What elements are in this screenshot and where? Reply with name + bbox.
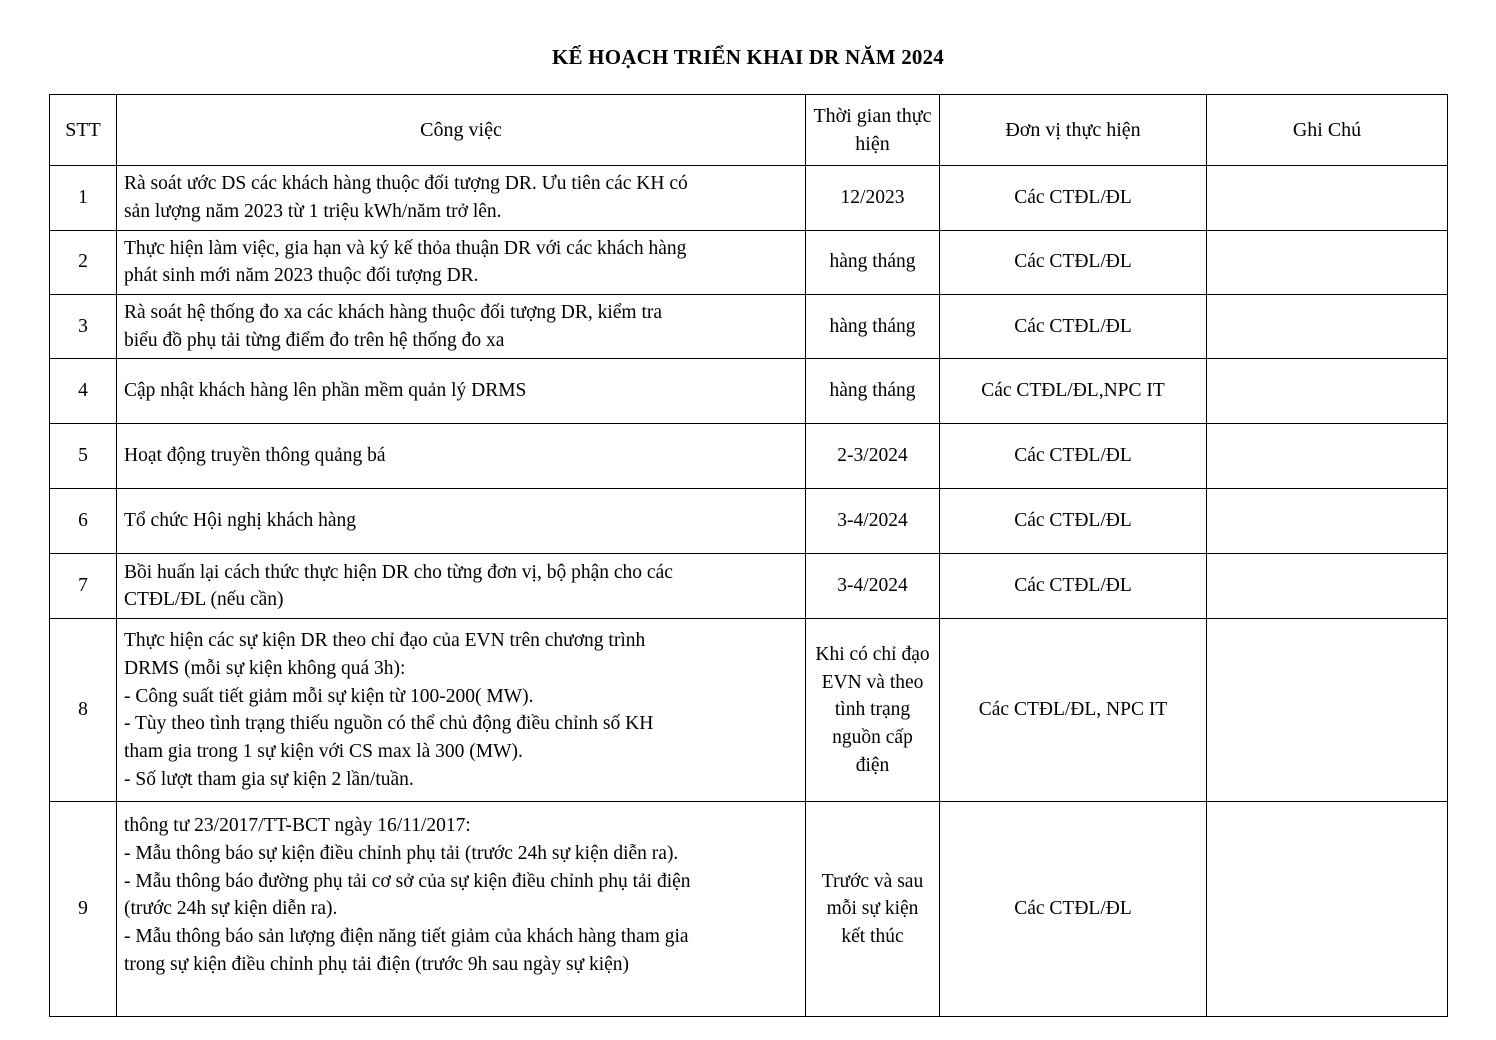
cell-thoi-gian-thuc-hien [806, 802, 940, 1017]
cell-cong-viec-line: CTĐL/ĐL (nếu cần) [124, 589, 284, 611]
cell-cong-viec-line: sản lượng năm 2023 từ 1 triệu kWh/năm trở lên. [124, 200, 502, 222]
cell-cong-viec-line: Thực hiện các sự kiện DR theo chỉ đạo của EVN trên chương trình [124, 630, 646, 652]
table-row [50, 166, 1448, 230]
cell-ghi-chu [1207, 230, 1448, 294]
cell-stt: 2 [50, 230, 117, 294]
cell-thoi-gian-line: 2-3/2024 [837, 445, 908, 467]
cell-don-vi-thuc-hien: Các CTĐL/ĐL [940, 554, 1207, 619]
cell-ghi-chu [1207, 294, 1448, 358]
cell-cong-viec-line: - Tùy theo tình trạng thiếu nguồn có thể chủ động điều chỉnh số KH [124, 713, 654, 735]
cell-stt: 8 [50, 619, 117, 802]
cell-cong-viec [117, 166, 806, 230]
cell-cong-viec-line: - Mẫu thông báo sự kiện điều chỉnh phụ tải (trước 24h sự kiện diễn ra). [124, 843, 679, 864]
cell-ghi-chu [1207, 489, 1448, 554]
cell-cong-viec [117, 802, 806, 1017]
column-header-don-vi-thuc-hien: Đơn vị thực hiện [940, 95, 1207, 166]
cell-ghi-chu [1207, 554, 1448, 619]
table-row [50, 489, 1448, 554]
cell-don-vi-thuc-hien: Các CTĐL/ĐL [940, 230, 1207, 294]
cell-thoi-gian-line: 3-4/2024 [837, 575, 908, 597]
cell-cong-viec-line: thông tư 23/2017/TT-BCT ngày 16/11/2017: [124, 815, 471, 837]
cell-stt: 9 [50, 802, 117, 1017]
table-row [50, 802, 1448, 1017]
column-header-cong-viec: Công việc [117, 95, 806, 166]
cell-cong-viec-line: Hoạt động truyền thông quảng bá [124, 445, 386, 467]
cell-cong-viec-line: Cập nhật khách hàng lên phần mềm quản lý DRMS [124, 380, 527, 402]
column-header-stt: STT [50, 95, 117, 166]
cell-don-vi-thuc-hien: Các CTĐL/ĐL, NPC IT [940, 619, 1207, 802]
cell-cong-viec [117, 230, 806, 294]
cell-cong-viec-line: tham gia trong 1 sự kiện với CS max là 300 (MW). [124, 741, 523, 763]
cell-thoi-gian-line: EVN và theo [821, 671, 924, 693]
column-header-thoi-gian-thuc-hien [806, 95, 940, 166]
cell-cong-viec [117, 424, 806, 489]
cell-cong-viec-line: Rà soát ước DS các khách hàng thuộc đối tượng DR. Ưu tiên các KH có [124, 173, 688, 195]
cell-don-vi-thuc-hien: Các CTĐL/ĐL [940, 489, 1207, 554]
table-row [50, 230, 1448, 294]
cell-thoi-gian-thuc-hien [806, 619, 940, 802]
cell-thoi-gian-line: mỗi sự kiện [826, 898, 919, 920]
cell-thoi-gian-line: hàng tháng [829, 251, 916, 273]
page-title: KẾ HOẠCH TRIỂN KHAI DR NĂM 2024 [551, 45, 944, 69]
cell-ghi-chu [1207, 359, 1448, 424]
cell-cong-viec [117, 489, 806, 554]
table-row [50, 554, 1448, 619]
cell-cong-viec-line: trong sự kiện điều chỉnh phụ tải điện (trước 9h sau ngày sự kiện) [124, 953, 630, 975]
cell-cong-viec-line: - Mẫu thông báo sản lượng điện năng tiết giảm của khách hàng tham gia [124, 926, 689, 948]
cell-cong-viec-line: Thực hiện làm việc, gia hạn và ký kế thỏa thuận DR với các khách hàng [124, 237, 687, 259]
cell-thoi-gian-line: 12/2023 [840, 187, 905, 209]
cell-stt: 4 [50, 359, 117, 424]
table-header [50, 95, 1448, 166]
cell-stt: 7 [50, 554, 117, 619]
table-row [50, 294, 1448, 358]
cell-stt: 5 [50, 424, 117, 489]
cell-thoi-gian-thuc-hien [806, 359, 940, 424]
cell-thoi-gian-line: kết thúc [841, 926, 904, 948]
cell-thoi-gian-line: Khi có chỉ đạo [815, 644, 930, 666]
cell-thoi-gian-line: nguồn cấp [832, 727, 913, 749]
cell-ghi-chu [1207, 802, 1448, 1017]
cell-don-vi-thuc-hien: Các CTĐL/ĐL [940, 802, 1207, 1017]
cell-cong-viec-line: - Mẫu thông báo đường phụ tải cơ sở của sự kiện điều chỉnh phụ tải điện [124, 870, 691, 892]
cell-thoi-gian-thuc-hien [806, 230, 940, 294]
cell-cong-viec [117, 359, 806, 424]
cell-stt: 3 [50, 294, 117, 358]
table-row [50, 424, 1448, 489]
cell-thoi-gian-line: Trước và sau [821, 870, 924, 892]
cell-thoi-gian-line: hàng tháng [829, 315, 916, 337]
cell-ghi-chu [1207, 166, 1448, 230]
cell-cong-viec [117, 554, 806, 619]
cell-thoi-gian-line: điện [855, 754, 890, 776]
cell-thoi-gian-line: hàng tháng [829, 380, 916, 402]
cell-cong-viec-line: DRMS (mỗi sự kiện không quá 3h): [124, 658, 406, 679]
cell-thoi-gian-thuc-hien [806, 489, 940, 554]
cell-cong-viec [117, 619, 806, 802]
cell-ghi-chu [1207, 424, 1448, 489]
cell-don-vi-thuc-hien: Các CTĐL/ĐL [940, 294, 1207, 358]
cell-cong-viec-line: Tổ chức Hội nghị khách hàng [124, 510, 357, 532]
cell-cong-viec [117, 294, 806, 358]
cell-stt: 6 [50, 489, 117, 554]
cell-don-vi-thuc-hien: Các CTĐL/ĐL [940, 166, 1207, 230]
dr-plan-table [49, 94, 1448, 1017]
cell-thoi-gian-thuc-hien [806, 294, 940, 358]
column-header-thoi-gian-line1: Thời gian [813, 104, 892, 127]
cell-thoi-gian-thuc-hien [806, 554, 940, 619]
cell-thoi-gian-line: tình trạng [834, 699, 911, 721]
cell-don-vi-thuc-hien: Các CTĐL/ĐL [940, 424, 1207, 489]
cell-ghi-chu [1207, 619, 1448, 802]
cell-stt: 1 [50, 166, 117, 230]
table-header-row [50, 95, 1448, 166]
table-body [50, 166, 1448, 1017]
table-row [50, 359, 1448, 424]
cell-cong-viec-line: Rà soát hệ thống đo xa các khách hàng thuộc đối tượng DR, kiểm tra [124, 301, 663, 323]
cell-thoi-gian-thuc-hien [806, 166, 940, 230]
table-row [50, 619, 1448, 802]
column-header-ghi-chu: Ghi Chú [1207, 95, 1448, 166]
cell-cong-viec-line: biểu đồ phụ tải từng điểm đo trên hệ thống đo xa [124, 329, 505, 351]
cell-thoi-gian-line: 3-4/2024 [837, 510, 908, 532]
cell-don-vi-thuc-hien: Các CTĐL/ĐL,NPC IT [940, 359, 1207, 424]
cell-cong-viec-line: (trước 24h sự kiện diễn ra). [124, 898, 338, 920]
cell-cong-viec-line: - Công suất tiết giảm mỗi sự kiện từ 100-200( MW). [124, 685, 534, 707]
plan-table-container [49, 70, 1447, 1017]
cell-cong-viec-line: Bồi huấn lại cách thức thực hiện DR cho từng đơn vị, bộ phận cho các [124, 561, 673, 583]
cell-cong-viec-line: phát sinh mới năm 2023 thuộc đối tượng DR. [124, 265, 479, 287]
cell-thoi-gian-thuc-hien [806, 424, 940, 489]
column-header-thoi-gian-line2: thực hiện [855, 104, 932, 156]
cell-cong-viec-line: - Số lượt tham gia sự kiện 2 lần/tuần. [124, 768, 414, 790]
